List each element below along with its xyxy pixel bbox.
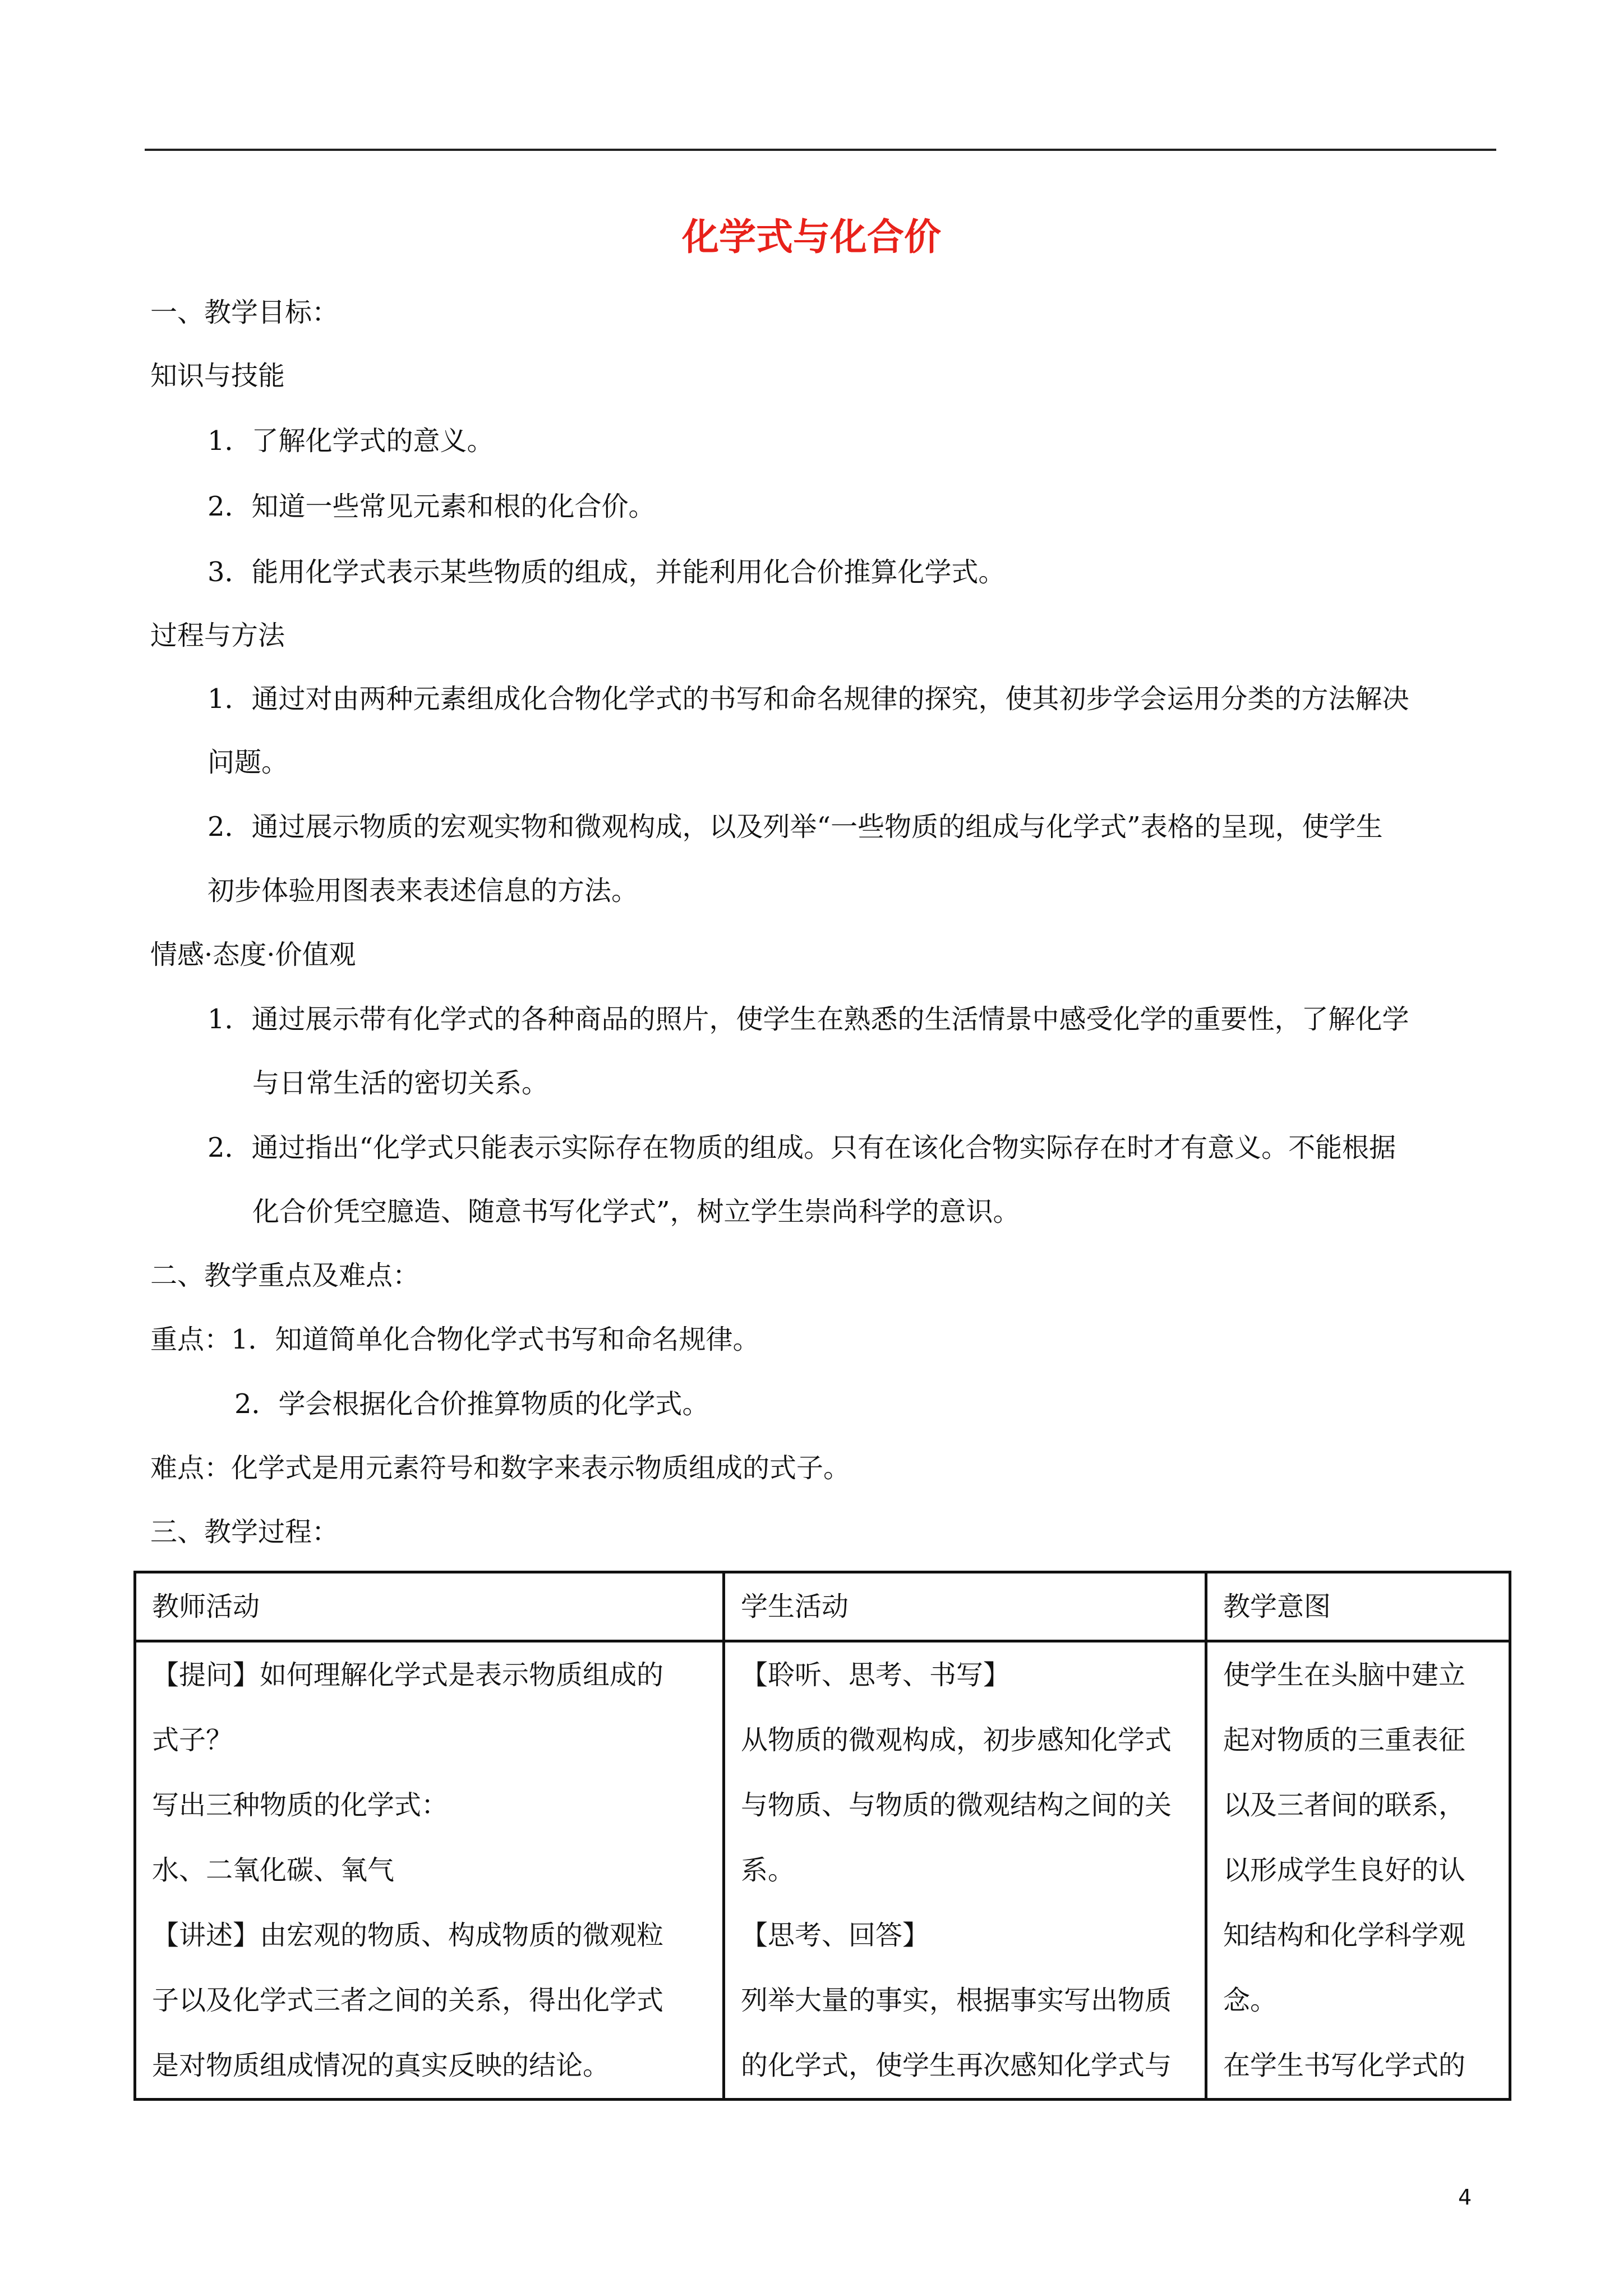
cell-line: 与物质、与物质的微观结构之间的关	[741, 1789, 1172, 1821]
section-heading-key-points: 二、教学重点及难点：	[150, 1260, 420, 1291]
cell-line: 式子？	[152, 1724, 233, 1756]
cell-line: 【聆听、思考、书写】	[741, 1659, 1011, 1691]
objective-item: 2．通过展示物质的宏观实物和微观构成，以及列举“一些物质的组成与化学式”表格的呈现，使学生	[208, 811, 1383, 843]
cell-line: 以形成学生良好的认	[1223, 1855, 1466, 1886]
teacher-activity-cell	[135, 1641, 724, 2100]
key-point-item: 2．学会根据化合价推算物质的化学式。	[234, 1388, 709, 1420]
header-rule	[145, 149, 1496, 151]
subheading-emotion-attitude-values: 情感·态度·价值观	[150, 939, 356, 970]
cell-line: 的化学式，使学生再次感知化学式与	[741, 2050, 1172, 2081]
table-header-row	[135, 1572, 1510, 1641]
cell-line: 【讲述】由宏观的物质、构成物质的微观粒	[152, 1920, 664, 1951]
student-activity-cell	[724, 1641, 1206, 2100]
table-row	[135, 1641, 1510, 2100]
objective-item: 2．知道一些常见元素和根的化合价。	[208, 491, 656, 522]
cell-line: 【思考、回答】	[741, 1920, 930, 1951]
objective-item: 3．能用化学式表示某些物质的组成，并能利用化合价推算化学式。	[208, 556, 1006, 588]
subheading-knowledge-skills: 知识与技能	[150, 360, 285, 392]
cell-line: 子以及化学式三者之间的关系，得出化学式	[152, 1985, 664, 2016]
objective-item-continuation: 问题。	[208, 747, 289, 778]
cell-line: 以及三者间的联系，	[1223, 1789, 1466, 1821]
objective-item-continuation: 化合价凭空臆造、随意书写化学式”，树立学生崇尚科学的意识。	[252, 1196, 1020, 1227]
objective-item: 1．了解化学式的意义。	[208, 425, 494, 457]
cell-line: 系。	[741, 1855, 795, 1886]
cell-line: 水、二氧化碳、氧气	[152, 1855, 395, 1886]
page-title: 化学式与化合价	[682, 215, 941, 259]
header-teaching-intent: 教学意图	[1206, 1572, 1510, 1641]
cell-line: 写出三种物质的化学式：	[152, 1789, 449, 1821]
objective-item-continuation: 与日常生活的密切关系。	[252, 1068, 549, 1099]
key-point-item: 重点：1．知道简单化合物化学式书写和命名规律。	[150, 1324, 760, 1355]
cell-line: 从物质的微观构成，初步感知化学式	[741, 1724, 1172, 1756]
section-heading-process: 三、教学过程：	[150, 1516, 339, 1548]
cell-line: 是对物质组成情况的真实反映的结论。	[152, 2050, 610, 2081]
teaching-intent-cell	[1206, 1641, 1510, 2100]
objective-item: 2．通过指出“化学式只能表示实际存在物质的组成。只有在该化合物实际存在时才有意义。不能根据	[208, 1132, 1396, 1163]
header-teacher-activity: 教师活动	[135, 1572, 724, 1641]
header-student-activity: 学生活动	[724, 1572, 1206, 1641]
teaching-process-table	[133, 1571, 1511, 2101]
cell-line: 起对物质的三重表征	[1223, 1724, 1466, 1756]
cell-line: 列举大量的事实，根据事实写出物质	[741, 1985, 1172, 2016]
subheading-process-method: 过程与方法	[150, 620, 285, 651]
cell-line: 念。	[1223, 1985, 1278, 2016]
cell-line: 使学生在头脑中建立	[1223, 1659, 1466, 1691]
objective-item: 1．通过展示带有化学式的各种商品的照片，使学生在熟悉的生活情景中感受化学的重要性，了解化学	[208, 1004, 1409, 1035]
difficulty-item: 难点：化学式是用元素符号和数字来表示物质组成的式子。	[150, 1452, 851, 1484]
cell-line: 知结构和化学科学观	[1223, 1920, 1466, 1951]
section-heading-objectives: 一、教学目标：	[150, 297, 339, 328]
cell-line: 在学生书写化学式的	[1223, 2050, 1466, 2081]
objective-item: 1．通过对由两种元素组成化合物化学式的书写和命名规律的探究，使其初步学会运用分类的方法解决	[208, 683, 1409, 715]
cell-line: 【提问】如何理解化学式是表示物质组成的	[152, 1659, 664, 1691]
objective-item-continuation: 初步体验用图表来表述信息的方法。	[208, 875, 639, 907]
page-number: 4	[1458, 2185, 1472, 2210]
